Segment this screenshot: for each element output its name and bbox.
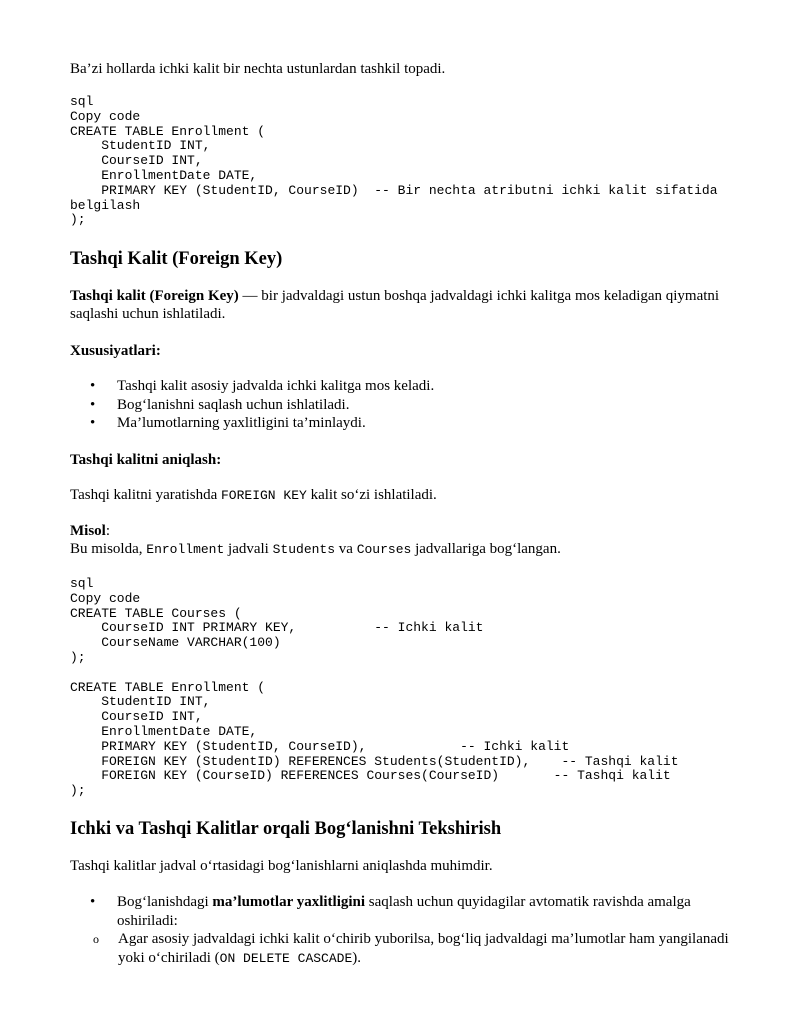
definition-text: — bir jadvaldagi ustun boshqa jadvaldagi ichki kalitga mos keladigan qiymatni saqlashi uchun ishlatiladi. <box>70 288 720 322</box>
example-text: jadvali <box>224 541 273 557</box>
define-text: Tashqi kalitni yaratishda <box>70 487 221 503</box>
code-block-foreign-keys: sql Copy code CREATE TABLE Courses ( CourseID INT PRIMARY KEY, -- Ichki kalit CourseName VARCHAR(100) ); CREATE TABLE Enrollment ( StudentID INT, CourseID INT, EnrollmentDate DATE, PRIMARY KEY (StudentID, CourseID), -- Ichki kalit FOREIGN KEY (StudentID) REFERENCES Students(StudentID), -- Tashqi kalit FOREIGN KEY (CourseID) REFERENCES Courses(CourseID) -- Tashqi kalit ); <box>70 576 679 799</box>
properties-list <box>70 377 434 433</box>
list-item: • Bog‘lanishni saqlash uchun ishlatiladi. <box>70 396 434 415</box>
inline-code-on-delete-cascade: ON DELETE CASCADE <box>219 950 353 966</box>
list-item <box>70 893 735 930</box>
sub-bullet-icon: o <box>93 932 99 946</box>
example-label <box>70 522 110 540</box>
item-bold-text: ma’lumotlar yaxlitligini <box>212 894 366 910</box>
example-text: Bu misolda, <box>70 541 147 557</box>
section-heading-foreign-key: Tashqi Kalit (Foreign Key) <box>70 249 283 269</box>
example-colon: : <box>105 523 111 539</box>
bullet-icon: • <box>90 894 96 910</box>
define-heading: Tashqi kalitni aniqlash: <box>70 452 222 468</box>
sub-item-text: Agar asosiy jadvaldagi ichki kalit o‘chirib yuborilsa, bog‘liq jadvaldagi ma’lumotlar ham yangilanadi yoki o‘chiriladi ( <box>118 931 729 966</box>
example-text: va <box>335 541 357 557</box>
list-item: • Ma’lumotlarning yaxlitligini ta’minlaydi. <box>70 414 434 433</box>
define-text-end: kalit so‘zi ishlatiladi. <box>306 487 437 503</box>
example-text: jadvallariga bog‘langan. <box>411 541 561 557</box>
example-paragraph <box>70 540 561 559</box>
item-text-end: saqlash uchun quyidagilar avtomatik ravishda amalga oshiriladi: <box>117 894 691 929</box>
example-label-text: Misol <box>70 523 106 539</box>
section-heading-check: Ichki va Tashqi Kalitlar orqali Bog‘lanishni Tekshirish <box>70 819 502 839</box>
sub-list-item <box>23 930 735 968</box>
item-text: Bog‘lanishdagi <box>117 894 213 910</box>
foreign-key-definition <box>70 287 730 323</box>
sub-item-text-end: ). <box>352 949 362 966</box>
define-paragraph <box>70 486 437 505</box>
inline-code-students: Students <box>272 542 336 557</box>
code-block-composite-key: sql Copy code CREATE TABLE Enrollment ( StudentID INT, CourseID INT, EnrollmentDate DATE, PRIMARY KEY (StudentID, CourseID) -- Bir nechta atributni ichki kalit sifatida belgilash ); <box>70 94 718 228</box>
list-item: • Tashqi kalit asosiy jadvalda ichki kalitga mos keladi. <box>70 377 434 396</box>
integrity-list <box>70 893 735 968</box>
check-paragraph: Tashqi kalitlar jadval o‘rtasidagi bog‘lanishlarni aniqlashda muhimdir. <box>70 858 493 874</box>
inline-code-foreign-key: FOREIGN KEY <box>221 488 307 503</box>
properties-heading: Xususiyatlari: <box>70 343 161 359</box>
inline-code-courses: Courses <box>356 542 412 557</box>
inline-code-enrollment: Enrollment <box>146 542 225 557</box>
intro-paragraph: Ba’zi hollarda ichki kalit bir nechta ustunlardan tashkil topadi. <box>70 61 446 77</box>
definition-term: Tashqi kalit (Foreign Key) <box>70 288 239 304</box>
